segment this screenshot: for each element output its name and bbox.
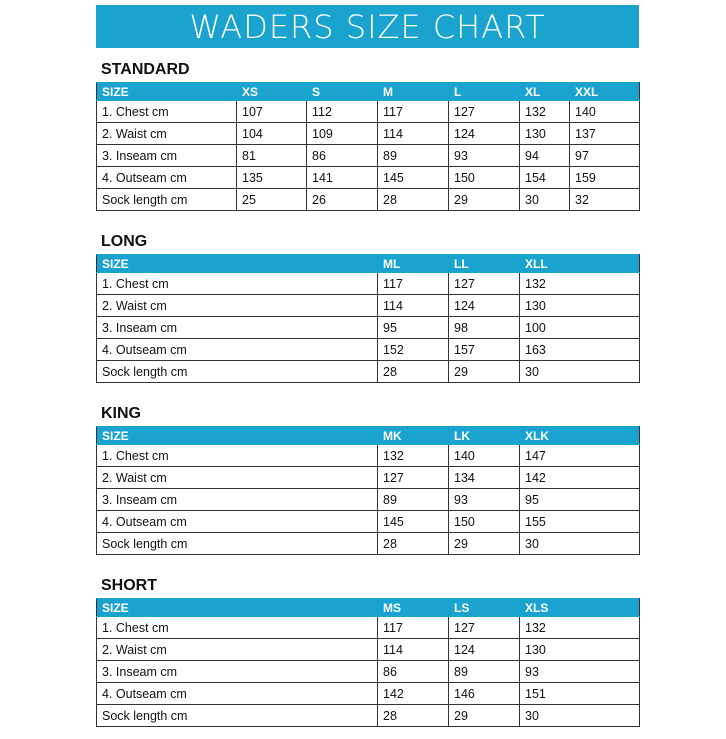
table-cell: 151 [520,683,640,705]
row-label: 3. Inseam cm [97,317,378,339]
table-cell: 28 [378,705,449,727]
table-cell: 28 [378,533,449,555]
table-row [97,661,640,683]
row-label: Sock length cm [97,361,378,383]
table-cell: 141 [307,167,378,189]
row-label: 1. Chest cm [97,101,237,123]
table-header-row [97,427,640,445]
table-cell: 104 [237,123,307,145]
table-cell: 159 [570,167,640,189]
row-label: 2. Waist cm [97,123,237,145]
table-cell: 114 [378,123,449,145]
table-cell: 114 [378,295,449,317]
table-row [97,617,640,639]
row-label: 2. Waist cm [97,295,378,317]
table-cell: 130 [520,295,640,317]
table-cell: 81 [237,145,307,167]
row-label: Sock length cm [97,705,378,727]
header-cell: XXL [570,83,640,101]
row-label: 1. Chest cm [97,273,378,295]
table-cell: 100 [520,317,640,339]
table-cell: 147 [520,445,640,467]
header-cell: ML [378,255,449,273]
header-cell: SIZE [97,427,378,445]
row-label: Sock length cm [97,533,378,555]
row-label: 3. Inseam cm [97,145,237,167]
table-row [97,273,640,295]
table-row [97,445,640,467]
table-cell: 114 [378,639,449,661]
header-cell: M [378,83,449,101]
header-cell: XLK [520,427,640,445]
table-cell: 163 [520,339,640,361]
table-cell: 94 [520,145,570,167]
section-title: SHORT [101,577,157,594]
table-cell: 132 [378,445,449,467]
header-cell: SIZE [97,255,378,273]
table-cell: 157 [449,339,520,361]
table-row [97,189,640,211]
row-label: 1. Chest cm [97,617,378,639]
table-row [97,683,640,705]
table-cell: 29 [449,705,520,727]
table-cell: 142 [378,683,449,705]
table-cell: 124 [449,639,520,661]
table-header-row [97,255,640,273]
table-cell: 127 [449,101,520,123]
table-cell: 152 [378,339,449,361]
row-label: 1. Chest cm [97,445,378,467]
table-cell: 155 [520,511,640,533]
table-cell: 97 [570,145,640,167]
table-cell: 130 [520,123,570,145]
header-cell: XS [237,83,307,101]
row-label: Sock length cm [97,189,237,211]
section-title: STANDARD [101,61,190,78]
table-cell: 127 [449,273,520,295]
row-label: 4. Outseam cm [97,167,237,189]
size-table-king [96,426,640,555]
table-cell: 127 [449,617,520,639]
table-cell: 117 [378,101,449,123]
table-cell: 95 [520,489,640,511]
table-cell: 95 [378,317,449,339]
chart-title-banner [96,5,639,48]
header-cell: MS [378,599,449,617]
table-row [97,511,640,533]
table-cell: 25 [237,189,307,211]
table-cell: 28 [378,189,449,211]
row-label: 3. Inseam cm [97,661,378,683]
header-cell: XLS [520,599,640,617]
header-cell: S [307,83,378,101]
table-cell: 26 [307,189,378,211]
table-row [97,145,640,167]
header-cell: XLL [520,255,640,273]
table-cell: 109 [307,123,378,145]
table-row [97,361,640,383]
size-table-short [96,598,640,727]
row-label: 2. Waist cm [97,639,378,661]
size-table-standard [96,82,640,211]
header-cell: L [449,83,520,101]
section-title: KING [101,405,141,422]
table-cell: 98 [449,317,520,339]
table-cell: 140 [570,101,640,123]
table-cell: 89 [378,145,449,167]
header-cell: MK [378,427,449,445]
header-cell: LS [449,599,520,617]
table-cell: 146 [449,683,520,705]
table-row [97,339,640,361]
table-header-row [97,83,640,101]
table-cell: 32 [570,189,640,211]
table-cell: 89 [449,661,520,683]
table-cell: 132 [520,273,640,295]
size-table-long [96,254,640,383]
table-cell: 145 [378,167,449,189]
table-cell: 30 [520,533,640,555]
table-cell: 117 [378,617,449,639]
table-cell: 29 [449,361,520,383]
table-cell: 93 [449,489,520,511]
table-row [97,489,640,511]
table-cell: 93 [520,661,640,683]
row-label: 4. Outseam cm [97,511,378,533]
table-cell: 93 [449,145,520,167]
table-cell: 107 [237,101,307,123]
table-cell: 117 [378,273,449,295]
table-cell: 86 [307,145,378,167]
table-cell: 30 [520,189,570,211]
header-cell: LL [449,255,520,273]
table-cell: 140 [449,445,520,467]
row-label: 3. Inseam cm [97,489,378,511]
table-cell: 134 [449,467,520,489]
table-cell: 124 [449,123,520,145]
table-row [97,317,640,339]
header-cell: XL [520,83,570,101]
table-cell: 28 [378,361,449,383]
table-cell: 130 [520,639,640,661]
table-row [97,467,640,489]
table-cell: 89 [378,489,449,511]
table-row [97,533,640,555]
table-cell: 86 [378,661,449,683]
table-row [97,123,640,145]
table-cell: 154 [520,167,570,189]
table-cell: 150 [449,511,520,533]
table-cell: 127 [378,467,449,489]
table-cell: 30 [520,361,640,383]
table-row [97,167,640,189]
row-label: 4. Outseam cm [97,339,378,361]
table-cell: 30 [520,705,640,727]
table-row [97,101,640,123]
row-label: 2. Waist cm [97,467,378,489]
table-cell: 124 [449,295,520,317]
header-cell: SIZE [97,599,378,617]
table-cell: 112 [307,101,378,123]
table-cell: 29 [449,189,520,211]
table-cell: 145 [378,511,449,533]
header-cell: SIZE [97,83,237,101]
table-header-row [97,599,640,617]
table-row [97,639,640,661]
table-cell: 135 [237,167,307,189]
row-label: 4. Outseam cm [97,683,378,705]
table-row [97,295,640,317]
table-cell: 137 [570,123,640,145]
table-cell: 29 [449,533,520,555]
table-row [97,705,640,727]
header-cell: LK [449,427,520,445]
section-title: LONG [101,233,148,250]
chart-title: WADERS SIZE CHART [189,7,546,46]
table-cell: 132 [520,101,570,123]
table-cell: 132 [520,617,640,639]
table-cell: 150 [449,167,520,189]
table-cell: 142 [520,467,640,489]
